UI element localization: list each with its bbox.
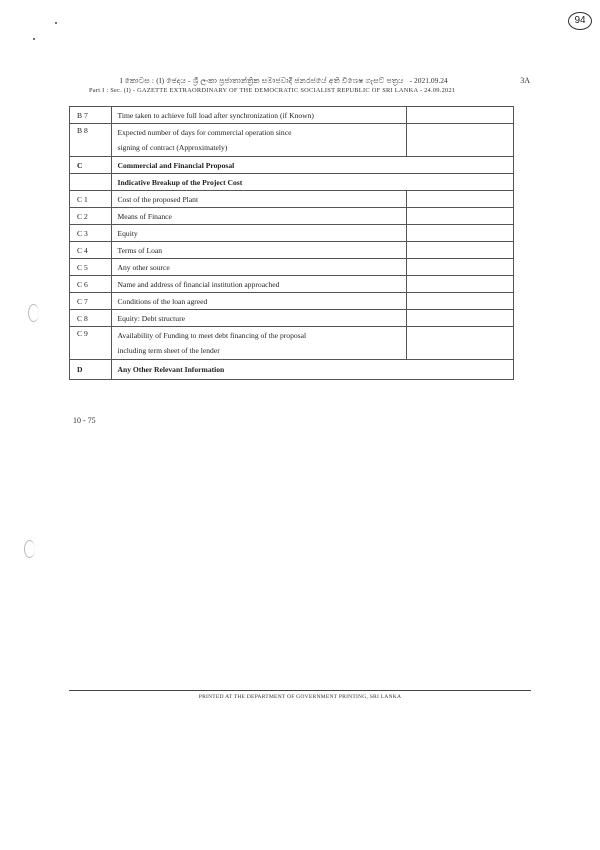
row-value-cell [406, 225, 513, 242]
row-code: C 3 [70, 225, 112, 242]
handwritten-page-number: 94 [568, 12, 592, 30]
row-code: B 8 [70, 124, 112, 157]
row-code: B 7 [70, 107, 112, 124]
row-value-cell [406, 242, 513, 259]
row-description-line1: Availability of Funding to meet debt financing of the proposal [117, 331, 307, 340]
printer-imprint: PRINTED AT THE DEPARTMENT OF GOVERNMENT PRINTING, SRI LANKA [198, 694, 402, 700]
project-details-table [69, 106, 514, 380]
table-row [70, 107, 514, 124]
row-code: C 2 [70, 208, 112, 225]
row-description: Any other source [112, 259, 406, 276]
table-row [70, 310, 514, 327]
row-description: Name and address of financial institution approached [112, 276, 406, 293]
row-code: C 6 [70, 276, 112, 293]
table-row [70, 276, 514, 293]
document-reference-number: 10 - 75 [73, 416, 96, 425]
row-description: Equity [112, 225, 406, 242]
row-description-line2: including term sheet of the lender [117, 346, 220, 355]
table-row [70, 225, 514, 242]
table-row [70, 242, 514, 259]
scan-speck [33, 38, 35, 40]
punch-hole-shadow [28, 304, 39, 322]
row-code: C 8 [70, 310, 112, 327]
row-value-cell [406, 259, 513, 276]
row-value-cell [406, 327, 513, 360]
row-description: Terms of Loan [112, 242, 406, 259]
row-value-cell [406, 107, 513, 124]
row-description [112, 327, 406, 360]
row-code: C 7 [70, 293, 112, 310]
row-description: Conditions of the loan agreed [112, 293, 406, 310]
row-code: C 9 [70, 327, 112, 360]
row-code: C 1 [70, 191, 112, 208]
row-code: C 5 [70, 259, 112, 276]
row-code [70, 174, 112, 191]
table-row [70, 259, 514, 276]
header-page-ref: 3A [520, 76, 530, 85]
subsection-heading: Indicative Breakup of the Project Cost [112, 174, 514, 191]
table-row [70, 293, 514, 310]
table-row [70, 124, 514, 157]
table-row [70, 327, 514, 360]
gazette-header-sinhala [120, 76, 530, 86]
table-row [70, 360, 514, 380]
section-code: D [70, 360, 112, 380]
section-code: C [70, 157, 112, 174]
row-description-line2: signing of contract (Approximately) [117, 143, 228, 152]
scan-speck [55, 22, 57, 24]
row-value-cell [406, 310, 513, 327]
row-value-cell [406, 276, 513, 293]
row-description: Means of Finance [112, 208, 406, 225]
section-heading: Commercial and Financial Proposal [112, 157, 514, 174]
gazette-header-english: Part I : Sec. (I) - GAZETTE EXTRAORDINARY OF THE DEMOCRATIC SOCIALIST REPUBLIC OF SRI LANKA - 24.09.2021 [89, 87, 456, 94]
table-row [70, 191, 514, 208]
header-sinhala-text: I කොටස : (I) ඡෙදය - ශ්‍රී ලංකා ප්‍රජාතාන්ත්‍රික සමාජවාදී ජනරජයේ අති විශෙෂ ගැසට් පත්‍රය [120, 76, 404, 85]
row-description: Equity: Debt structure [112, 310, 406, 327]
row-value-cell [406, 191, 513, 208]
row-description [112, 124, 406, 157]
row-code: C 4 [70, 242, 112, 259]
table-row [70, 174, 514, 191]
section-heading: Any Other Relevant Information [112, 360, 514, 380]
header-date: - 2021.09.24 [409, 76, 448, 85]
row-description-line1: Expected number of days for commercial operation since [117, 128, 292, 137]
table-row [70, 157, 514, 174]
row-value-cell [406, 208, 513, 225]
punch-hole-shadow [24, 540, 35, 558]
row-value-cell [406, 124, 513, 157]
row-description: Time taken to achieve full load after synchronization (if Known) [112, 107, 406, 124]
table-row [70, 208, 514, 225]
row-description: Cost of the proposed Plant [112, 191, 406, 208]
footer-divider [69, 690, 531, 691]
row-value-cell [406, 293, 513, 310]
